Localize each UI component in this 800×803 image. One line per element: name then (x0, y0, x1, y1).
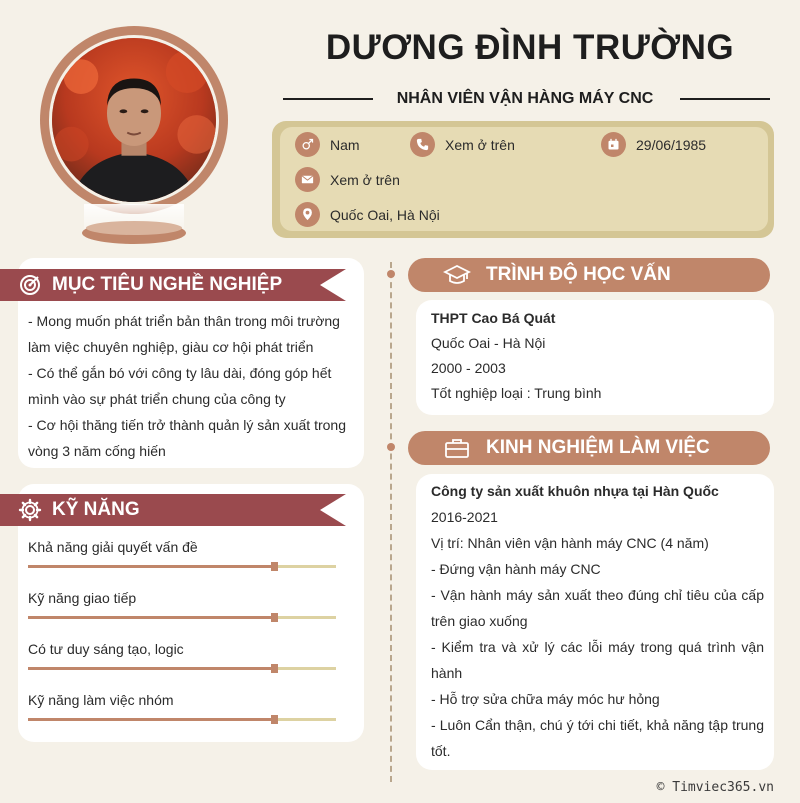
target-icon (18, 273, 42, 297)
experience-company: Công ty sản xuất khuôn nhựa tại Hàn Quốc (431, 483, 719, 499)
experience-position: Vị trí: Nhân viên vận hành máy CNC (4 năm) (431, 535, 709, 551)
skill-bar-fill (28, 667, 274, 670)
skill-bar (28, 616, 336, 619)
experience-duty: - Kiểm tra và xử lý các lỗi máy trong quá trình vận hành (431, 639, 764, 681)
skills-header (0, 494, 346, 526)
education-result: Tốt nghiệp loại : Trung bình (431, 385, 602, 401)
address-value: Quốc Oai, Hà Nội (330, 206, 440, 223)
education-location: Quốc Oai - Hà Nội (431, 335, 546, 351)
phone-icon (410, 132, 435, 157)
objective-line: làm việc chuyên nghiệp, giàu cơ hội phát triển (28, 339, 314, 355)
info-email (295, 167, 400, 192)
objective-line: - Có thể gắn bó với công ty lâu dài, đóng góp hết (28, 365, 332, 381)
objective-header (0, 269, 346, 301)
skill-bar-fill (28, 718, 274, 721)
candidate-name: DƯƠNG ĐÌNH TRƯỜNG (325, 28, 735, 67)
info-birthday (601, 132, 706, 157)
skill-label: Kỹ năng giao tiếp (28, 590, 137, 606)
briefcase-icon (442, 433, 472, 463)
experience-years: 2016-2021 (431, 509, 498, 525)
skill-bar (28, 718, 336, 721)
title-divider-right (680, 98, 770, 100)
experience-title: KINH NGHIỆM LÀM VIỆC (486, 437, 710, 458)
avatar (49, 35, 219, 205)
skill-label: Có tư duy sáng tạo, logic (28, 641, 184, 657)
experience-duty: - Hỗ trợ sửa chữa máy móc hư hỏng (431, 691, 660, 707)
graduation-cap-icon (442, 260, 472, 290)
calendar-icon (601, 132, 626, 157)
info-address (295, 202, 440, 227)
gender-value: Nam (330, 136, 360, 153)
skill-bar-fill (28, 565, 274, 568)
timeline-line (390, 262, 392, 782)
objective-line: mình vào sự phát triển chung của công ty (28, 391, 286, 407)
objective-text (28, 308, 358, 464)
gear-icon (18, 498, 42, 522)
timeline-dot (387, 270, 395, 278)
email-value: Xem ở trên (330, 171, 400, 188)
experience-header (408, 431, 770, 465)
skill-bar (28, 565, 336, 568)
education-years: 2000 - 2003 (431, 360, 506, 376)
skill-bar-knob (271, 613, 278, 622)
skill-bar-knob (271, 715, 278, 724)
job-title: NHÂN VIÊN VẬN HÀNG MÁY CNC (396, 90, 654, 107)
skill-bar (28, 667, 336, 670)
skills-title: KỸ NĂNG (52, 499, 140, 520)
phone-value: Xem ở trên (445, 136, 515, 153)
experience-duty: - Luôn Cẩn thận, chú ý tới chi tiết, khả năng tập trung tốt. (431, 717, 764, 759)
skill-label: Khả năng giải quyết vấn đề (28, 539, 198, 555)
objective-line: vòng 3 năm cống hiến (28, 443, 166, 459)
birthday-value: 29/06/1985 (636, 136, 707, 153)
education-school: THPT Cao Bá Quát (431, 310, 556, 326)
skill-bar-fill (28, 616, 274, 619)
info-gender (295, 132, 360, 157)
info-phone (410, 132, 515, 157)
education-content (431, 306, 761, 406)
experience-content (431, 478, 764, 764)
objective-line: - Mong muốn phát triển bản thân trong môi trường (28, 313, 340, 329)
education-title: TRÌNH ĐỘ HỌC VẤN (486, 264, 671, 285)
gender-icon (295, 132, 320, 157)
envelope-icon (295, 167, 320, 192)
location-pin-icon (295, 202, 320, 227)
objective-line: - Cơ hội thăng tiến trở thành quản lý sản xuất trong (28, 417, 346, 433)
timeline-dot (387, 443, 395, 451)
experience-duty: - Đứng vận hành máy CNC (431, 561, 601, 577)
avatar-photo (52, 38, 216, 202)
skill-label: Kỹ năng làm việc nhóm (28, 692, 174, 708)
education-header (408, 258, 770, 292)
title-divider-left (283, 98, 373, 100)
footer-credit: © Timviec365.vn (656, 780, 774, 795)
skill-bar-knob (271, 562, 278, 571)
avatar-stand-top (86, 221, 182, 235)
skill-bar-knob (271, 664, 278, 673)
experience-duty: - Vận hành máy sản xuất theo đúng chỉ tiêu của cấp trên giao xuống (431, 587, 764, 629)
objective-title: MỤC TIÊU NGHỀ NGHIỆP (52, 274, 283, 295)
